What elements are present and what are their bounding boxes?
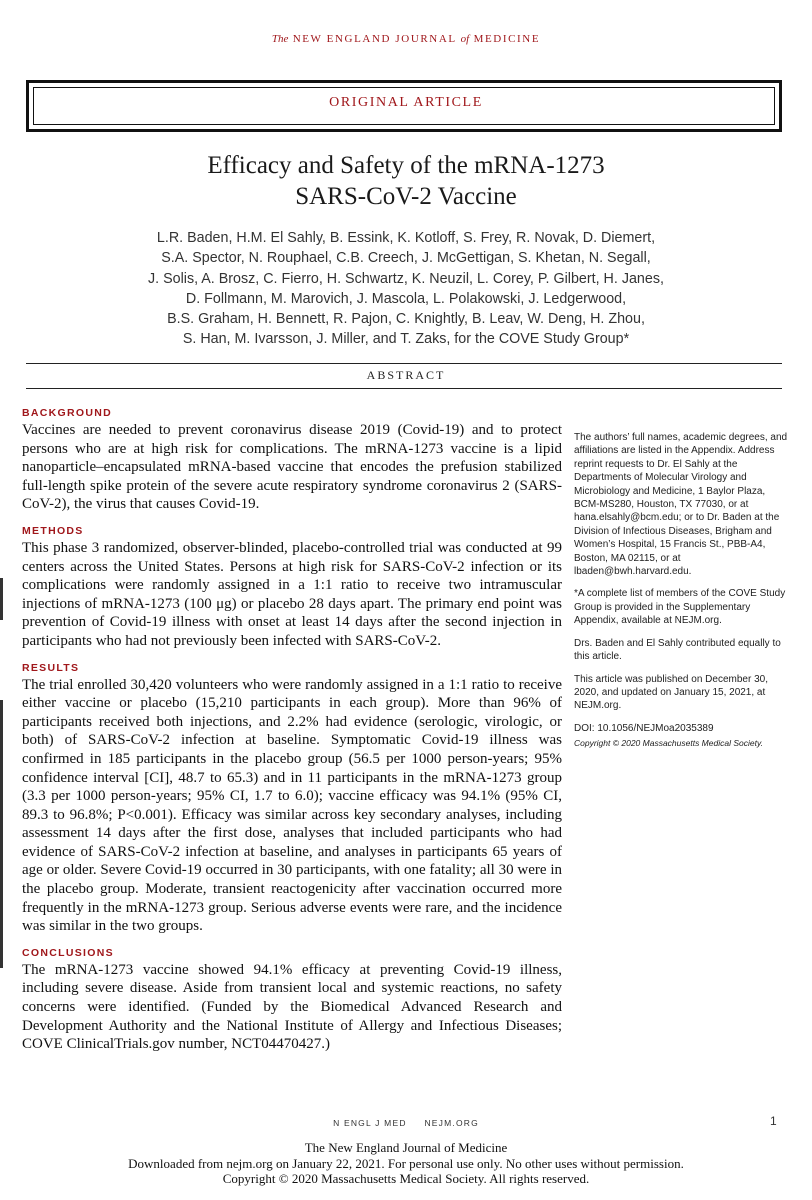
- journal-header-of: of: [460, 33, 470, 45]
- section-text-methods: This phase 3 randomized, observer-blinded, placebo-controlled trial was conducted at 99 centers across the United States. Persons at high risk for SARS-CoV-2 infection or its complications were randomly assigned in a 1:1 ratio to receive two intramuscular injections of mRNA-1273 (100 μg) or placebo 28 days apart. The primary end point was prevention of Covid-19 illness with onset at least 14 days after the second injection in participants who had not previously been infected with SARS-CoV-2.: [22, 539, 562, 649]
- section-text-background: Vaccines are needed to prevent coronavirus disease 2019 (Covid-19) and to protect persons who are at high risk for complications. The mRNA-1273 vaccine is a lipid nanoparticle–encapsulated mRNA-based vaccine that encodes the prefusion stabilized full-length spike protein of the severe acute respiratory syndrome coronavirus 2 (SARS-CoV-2), the virus that causes Covid-19.: [22, 422, 562, 513]
- download-line: Copyright © 2020 Massachusetts Medical Society. All rights reserved.: [222, 1171, 590, 1186]
- author-line: L.R. Baden, H.M. El Sahly, B. Essink, K. Kotloff, S. Frey, R. Novak, D. Diemert,: [156, 230, 656, 246]
- publication-note: This article was published on December 30, 2020, and updated on January 15, 2021, at NEJM.org.: [574, 673, 768, 712]
- section-heading-results: RESULTS: [22, 661, 80, 674]
- abstract-heading: ABSTRACT: [366, 368, 446, 382]
- author-line: J. Solis, A. Brosz, C. Fierro, H. Schwartz, K. Neuzil, L. Corey, P. Gilbert, H. Janes,: [148, 270, 664, 287]
- download-line: Downloaded from nejm.org on January 22, 2021. For personal use only. No other uses without permission.: [128, 1155, 684, 1171]
- copyright-note: Copyright © 2020 Massachusetts Medical Society.: [574, 738, 763, 749]
- journal-header-name1: NEW ENGLAND JOURNAL: [292, 33, 457, 45]
- author-list: [30, 228, 782, 350]
- section-text-results: The trial enrolled 30,420 volunteers who were randomly assigned in a 1:1 ratio to receive either vaccine or placebo (15,210 participants in each group). More than 96% of participants received both injections, and 2.2% had evidence (serologic, virologic, or both) of SARS-CoV-2 infection at baseline. Symptomatic Covid-19 illness was confirmed in 185 participants in the placebo group (56.5 per 1000 person-years; 95% confidence interval [CI], 48.7 to 65.3) and in 11 participants in the mRNA-1273 group (3.3 per 1000 person-years; 95% CI, 1.7 to 6.0); vaccine efficacy was 94.1% (95% CI, 89.3 to 96.8%; P<0.001). Efficacy was similar across key secondary analyses, including assessment 14 days after the first dose, analyses that included participants who had evidence of SARS-CoV-2 infection at baseline, and analyses in participants 65 years of age or older. Severe Covid-19 occurred in 30 participants, with one fatality; all 30 were in the placebo group. Moderate, transient reactogenicity after vaccination occurred more frequently in the mRNA-1273 group. Serious adverse events were rare, and the incidence was similar in the two groups.: [22, 676, 562, 935]
- page-footer: [0, 1118, 812, 1128]
- doi[interactable]: DOI: 10.1056/NEJMoa2035389: [574, 722, 714, 734]
- sidebar-notes: [574, 431, 788, 760]
- journal-header: [0, 33, 812, 45]
- download-notice: [0, 1140, 812, 1187]
- page-edge-mark: [0, 578, 3, 620]
- abstract-body: [22, 406, 562, 1064]
- equal-contribution-note: Drs. Baden and El Sahly contributed equally to this article.: [574, 637, 781, 663]
- author-line: S.A. Spector, N. Rouphael, C.B. Creech, J. McGettigan, S. Khetan, N. Segall,: [161, 250, 651, 267]
- title-line: SARS-CoV-2 Vaccine: [295, 183, 517, 210]
- download-line: The New England Journal of Medicine: [304, 1140, 508, 1155]
- footer-journal-abbrev: N ENGL J MED: [333, 1118, 407, 1128]
- correspondence-note: The authors’ full names, academic degrees, and affiliations are listed in the Appendix. Address reprint requests to Dr. El Sahly at the Departments of Molecular Virology and Microbiology and Medicine, 1 Baylor Plaza, BCM-MS280, Houston, TX 77030, or at hana.elsahly@bcm.edu; or to Dr. Baden at the Division of Infectious Diseases, Brigham and Women’s Hospital, 15 Francis St., PBB-A4, Boston, MA 02115, or at lbaden@bwh.harvard.edu.: [574, 432, 788, 578]
- journal-header-the: The: [271, 33, 289, 45]
- section-heading-background: BACKGROUND: [22, 407, 112, 419]
- section-heading-conclusions: CONCLUSIONS: [22, 946, 114, 959]
- author-line: D. Follmann, M. Marovich, J. Mascola, L. Polakowski, J. Ledgerwood,: [185, 290, 627, 307]
- author-line: B.S. Graham, H. Bennett, R. Pajon, C. Knightly, B. Leav, W. Deng, H. Zhou,: [167, 311, 645, 328]
- section-text-conclusions: The mRNA-1273 vaccine showed 94.1% efficacy at preventing Covid-19 illness, including severe disease. Aside from transient local and systemic reactions, no safety concerns were identified. (Funded by the Biomedical Advanced Research and Development Authority and the National Institute of Allergy and Infectious Diseases; COVE ClinicalTrials.gov number, NCT04470427.): [22, 961, 562, 1053]
- page-edge-mark: [0, 700, 3, 968]
- study-group-note: *A complete list of members of the COVE Study Group is provided in the Supplementary Appendix, available at NEJM.org.: [574, 588, 786, 627]
- author-line: S. Han, M. Ivarsson, J. Miller, and T. Zaks, for the COVE Study Group*: [182, 331, 630, 348]
- section-heading-methods: METHODS: [22, 524, 84, 537]
- article-title: [0, 150, 812, 212]
- article-type-label: ORIGINAL ARTICLE: [329, 95, 483, 110]
- page-number: 1: [770, 1114, 777, 1128]
- title-line: Efficacy and Safety of the mRNA-1273: [207, 152, 605, 179]
- footer-site[interactable]: NEJM.ORG: [424, 1118, 479, 1128]
- journal-header-name2: MEDICINE: [473, 33, 541, 45]
